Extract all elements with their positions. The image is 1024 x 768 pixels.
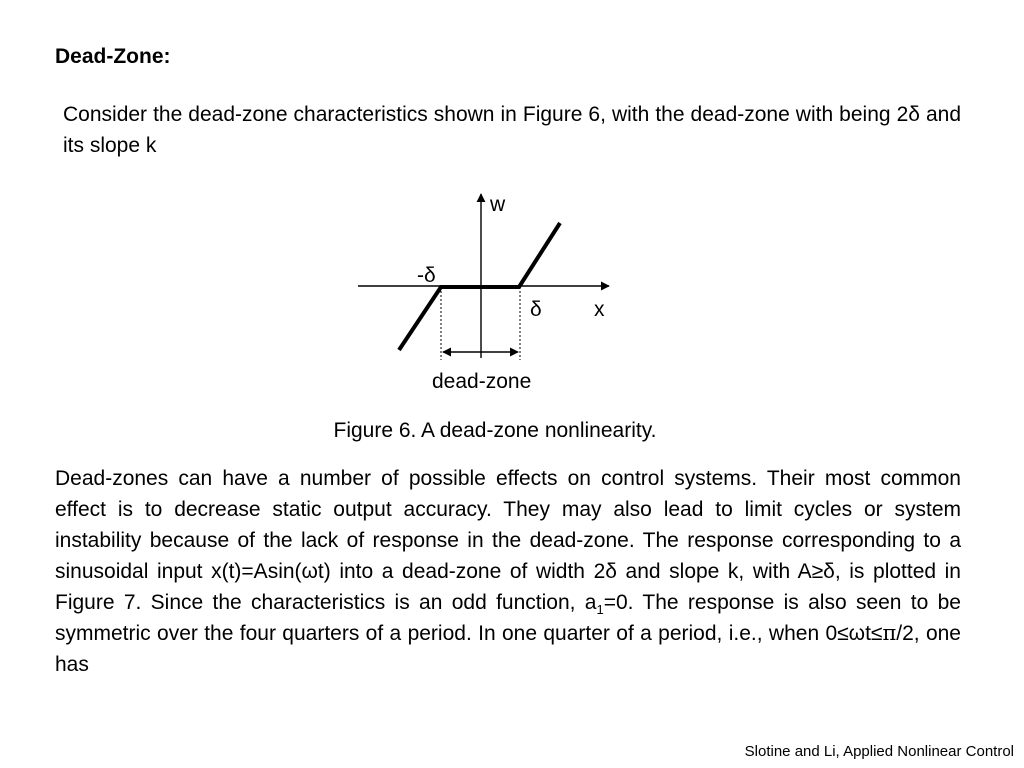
body-paragraph (55, 463, 961, 680)
section-heading: Dead-Zone: (55, 45, 171, 68)
pos-delta-label: δ (530, 298, 542, 321)
figure-caption: Figure 6. A dead-zone nonlinearity. (333, 419, 657, 442)
subscript-one: 1 (596, 602, 604, 618)
intro-paragraph: Consider the dead-zone characteristics shown in Figure 6, with the dead-zone with being 2δ and its slope k (63, 103, 961, 157)
body-text-part1: Dead-zones can have a number of possible effects on control systems. Their most common effect is to decrease static output accuracy. They may also lead to limit cycles or system instability because of the lack of response in the dead-zone. The response corresponding to a sinusoidal input x(t)=Asin(ωt) into a dead-zone of width 2δ and slope k, with A≥δ, is plotted in Figure 7. Since the characteristics is an odd function, a (55, 467, 961, 614)
neg-delta-label: -δ (417, 264, 436, 287)
footer-citation: Slotine and Li, Applied Nonlinear Control (744, 743, 1014, 760)
x-axis-label: x (594, 298, 605, 321)
w-axis-label: w (490, 193, 506, 216)
dead-zone-diagram (350, 186, 630, 401)
dead-zone-label: dead-zone (432, 370, 532, 393)
dead-zone-figure (350, 186, 630, 401)
pi-symbol: π (882, 621, 897, 645)
body-text-part3: /2, one has (55, 622, 961, 676)
body-text-part2: =0. The response is also seen to be symmetric over the four quarters of a period. In one quarter of a period, i.e., when 0≤ωt≤ (55, 591, 961, 645)
